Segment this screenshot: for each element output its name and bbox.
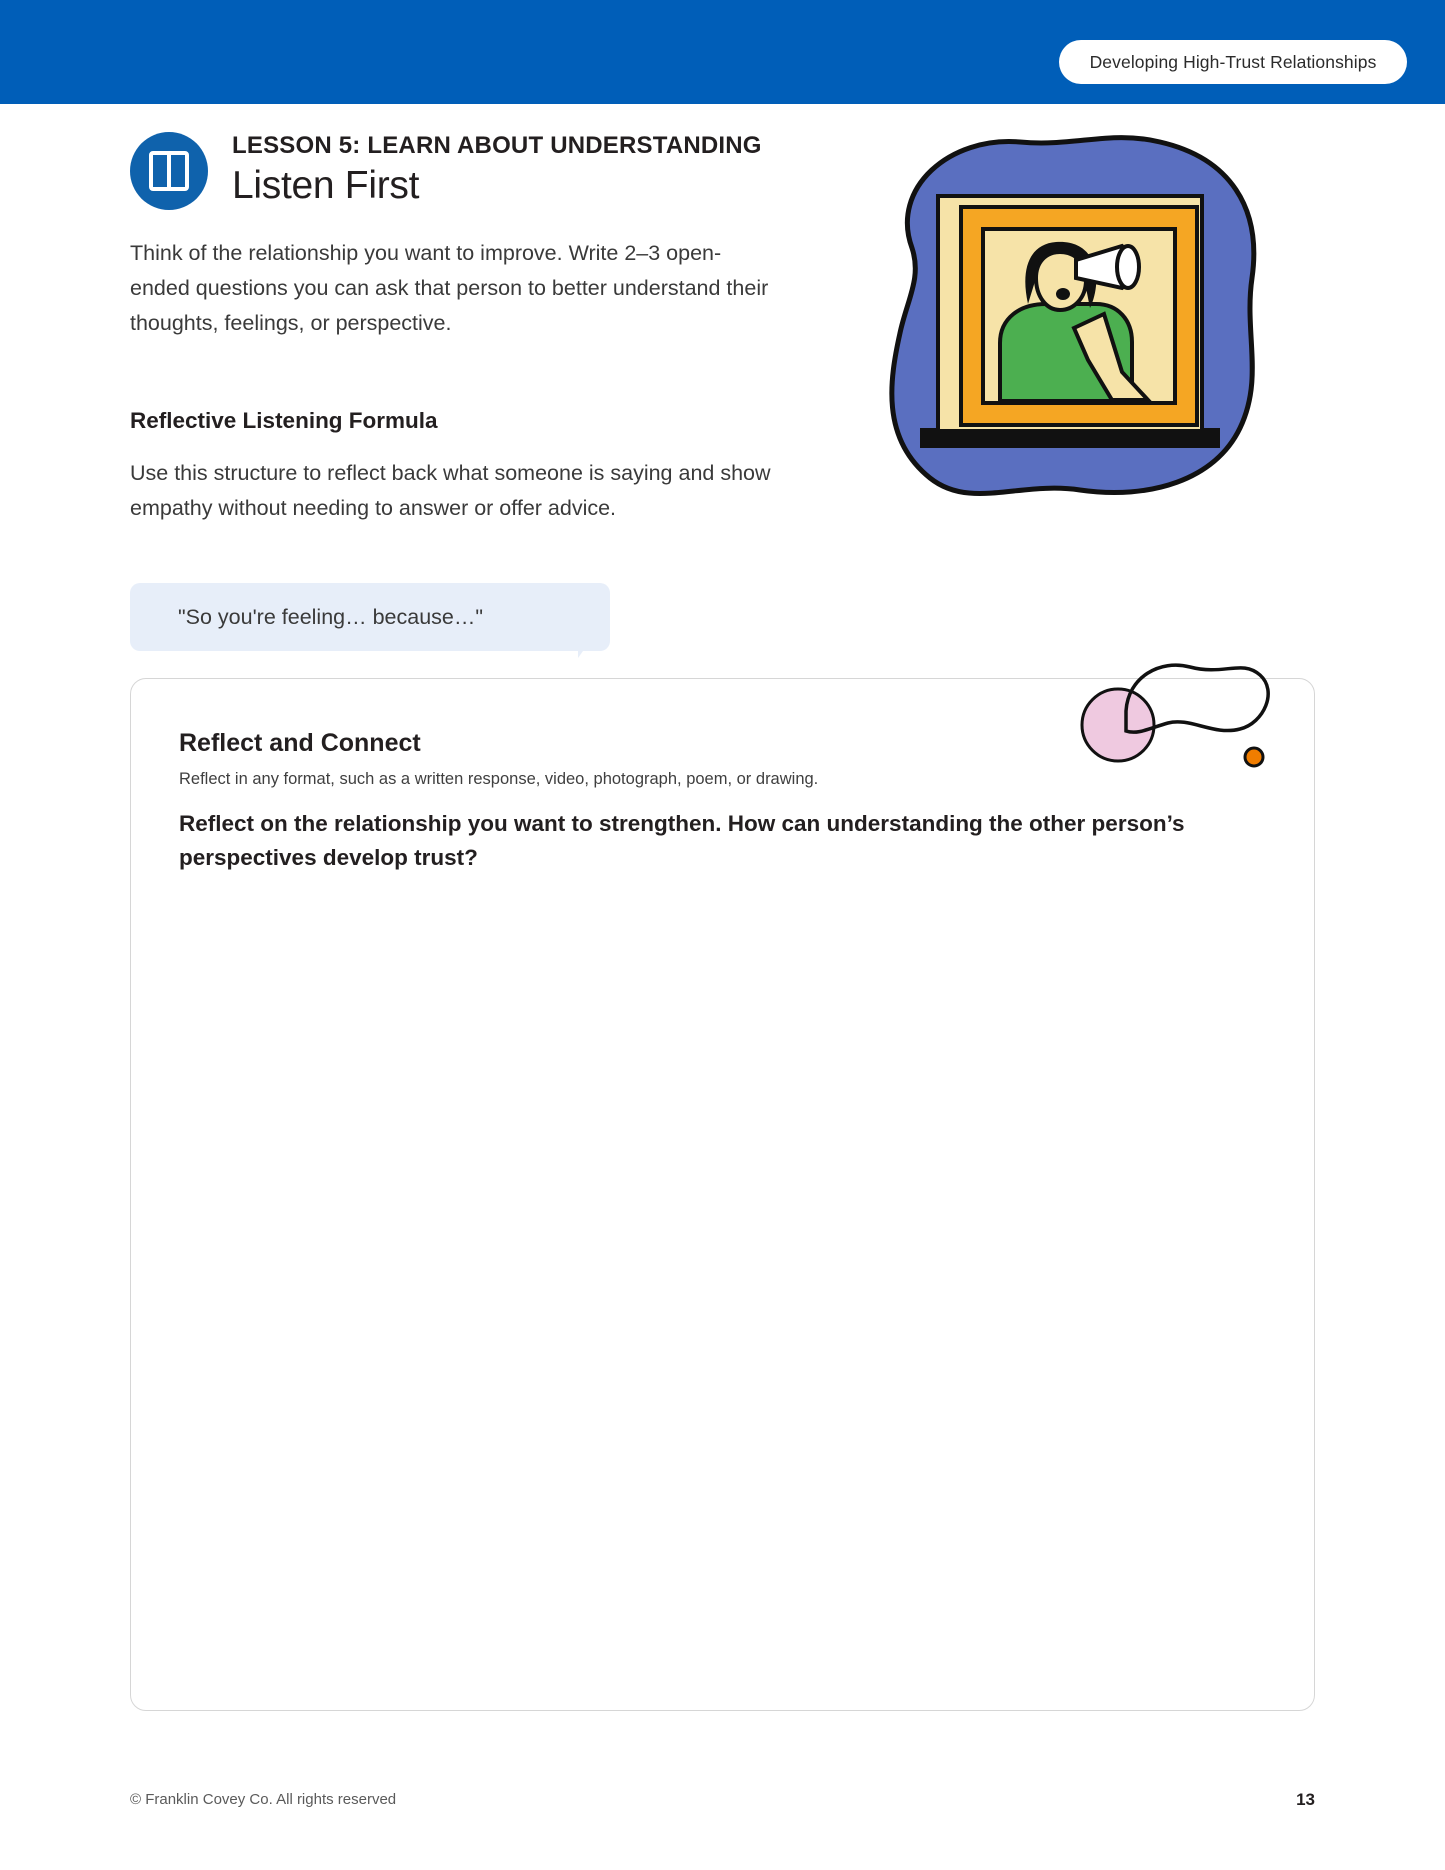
header-title-label: Developing High-Trust Relationships <box>1089 51 1377 72</box>
speech-bubble-text: "So you're feeling… because…" <box>178 604 484 629</box>
reflect-card-prompt: Reflect on the relationship you want to strengthen. How can understanding the other person’s perspectives develop trust? <box>179 811 1185 870</box>
lesson-kicker: LESSON 5: LEARN ABOUT UNDERSTANDING <box>232 132 762 159</box>
reflect-and-connect-card[interactable] <box>130 678 1315 1711</box>
page-title: Listen First <box>232 164 420 207</box>
formula-heading: Reflective Listening Formula <box>130 408 438 433</box>
lesson-heading-row <box>130 128 890 210</box>
formula-body-text: Use this structure to reflect back what someone is saying and show empathy without needing to answer or offer advice. <box>130 461 771 520</box>
doodle-decoration-icon <box>1064 657 1284 777</box>
book-icon <box>130 132 208 210</box>
lesson-intro-text: Think of the relationship you want to improve. Write 2–3 open-ended questions you can ask that person to better understand their thoughts, feelings, or perspective. <box>130 241 769 335</box>
lesson-title-group <box>232 128 762 208</box>
lesson-heading-block <box>130 128 890 340</box>
header-title-pill <box>1059 40 1407 84</box>
reflective-listening-speech-bubble <box>130 583 610 651</box>
page-header-bar <box>0 0 1445 104</box>
reflect-card-title: Reflect and Connect <box>179 729 421 757</box>
speech-bubble-tail <box>578 630 598 658</box>
reflect-card-subtitle: Reflect in any format, such as a written response, video, photograph, poem, or drawing. <box>179 770 819 788</box>
listening-illustration <box>860 128 1280 528</box>
footer-page-number: 13 <box>1296 1790 1315 1809</box>
footer-copyright: © Franklin Covey Co. All rights reserved <box>130 1791 397 1808</box>
